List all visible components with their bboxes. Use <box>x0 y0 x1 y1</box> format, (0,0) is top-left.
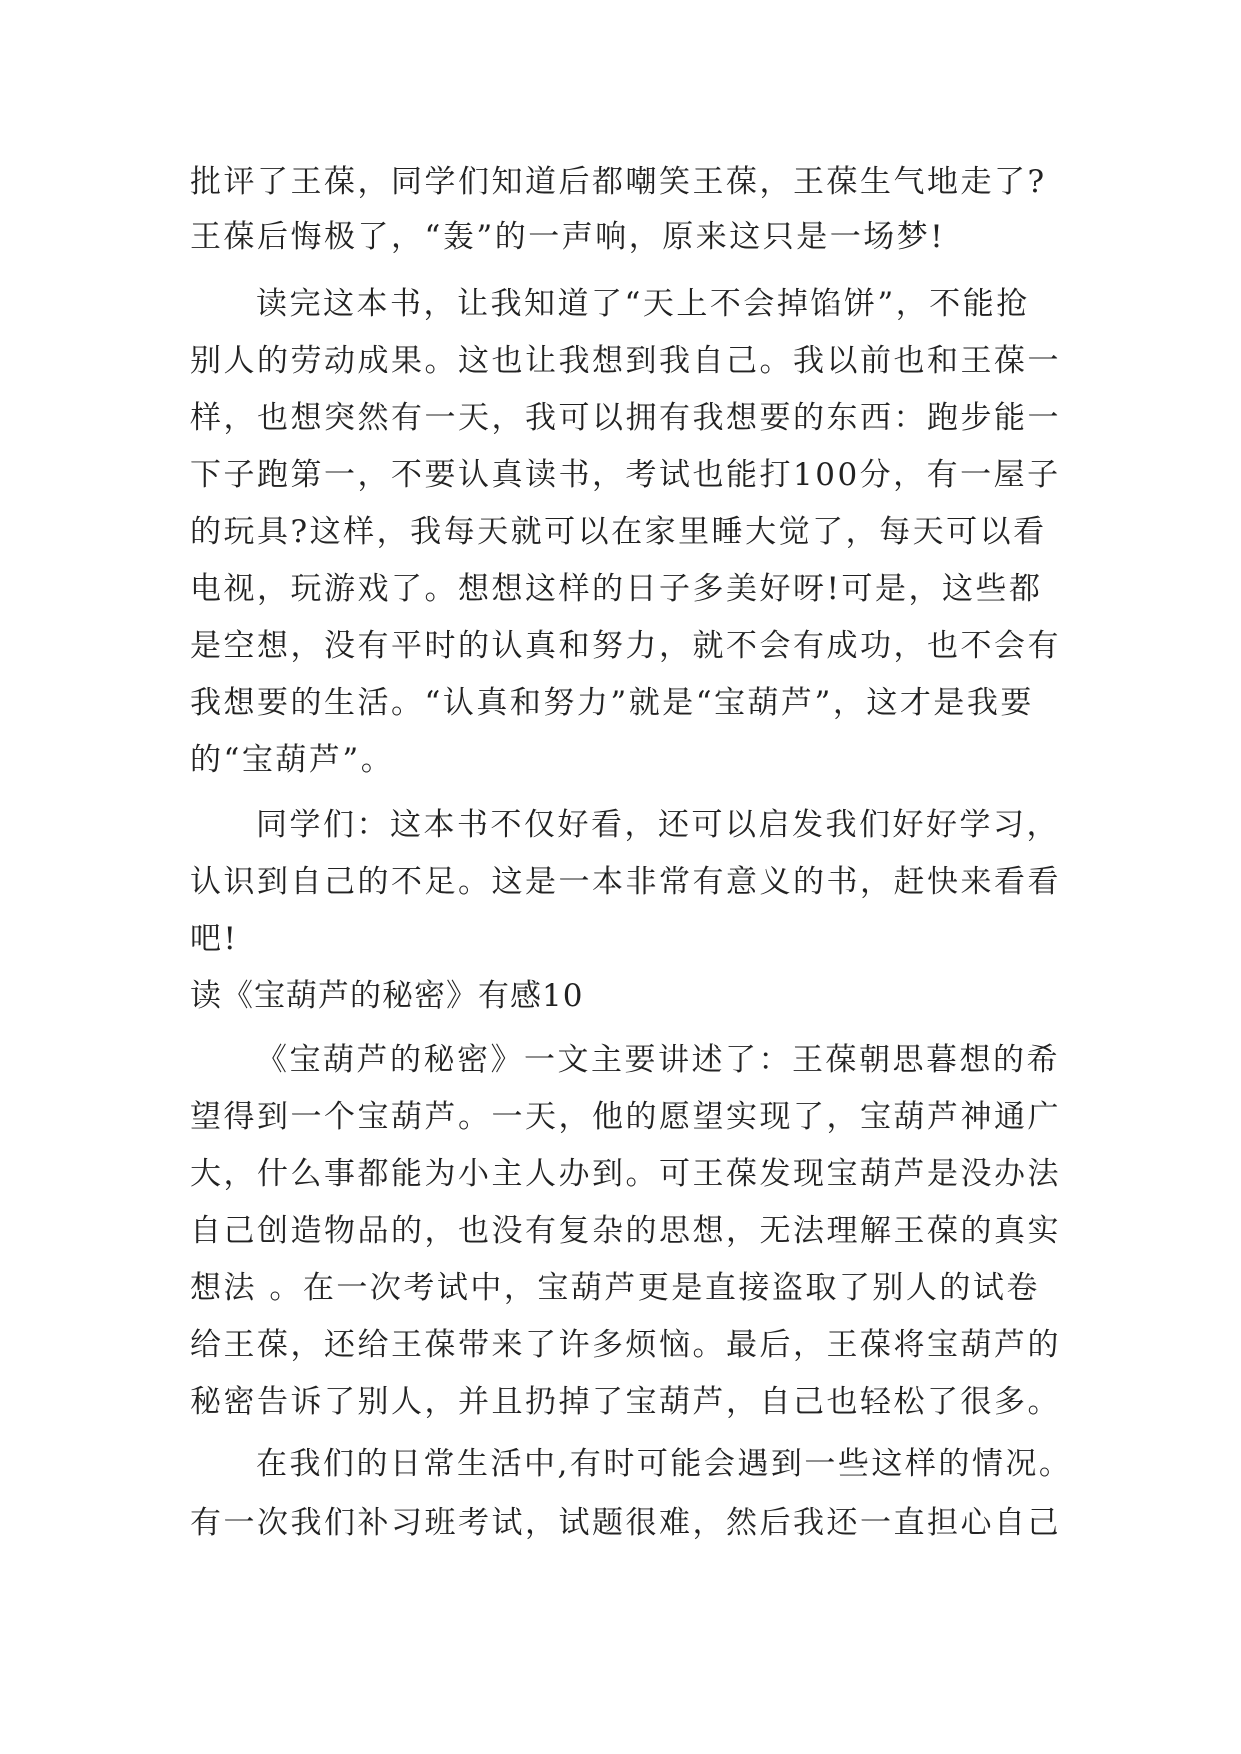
text-line: 有一次我们补习班考试，试题很难，然后我还一直担心自己 <box>190 1505 1061 1541</box>
text-line: 自己创造物品的，也没有复杂的思想，无法理解王葆的真实 <box>190 1213 1061 1249</box>
text-line: 给王葆，还给王葆带来了许多烦恼。最后，王葆将宝葫芦的 <box>190 1327 1061 1363</box>
text-line: 下子跑第一，不要认真读书，考试也能打100分，有一屋子 <box>190 457 1061 493</box>
text-line: 样，也想突然有一天，我可以拥有我想要的东西：跑步能一 <box>190 400 1061 436</box>
text-line: 电视，玩游戏了。想想这样的日子多美好呀!可是，这些都 <box>190 571 1043 607</box>
text-line: 的“宝葫芦”。 <box>190 742 395 778</box>
text-line: 吧! <box>190 921 239 957</box>
text-line: 我想要的生活。“认真和努力”就是“宝葫芦”，这才是我要 <box>190 685 1034 721</box>
text-line: 《宝葫芦的秘密》一文主要讲述了：王葆朝思暮想的希 <box>256 1042 1060 1078</box>
text-line: 读完这本书，让我知道了“天上不会掉馅饼”，不能抢 <box>256 286 1030 322</box>
text-line: 认识到自己的不足。这是一本非常有意义的书，赶快来看看 <box>190 864 1061 900</box>
text-line: 别人的劳动成果。这也让我想到我自己。我以前也和王葆一 <box>190 343 1061 379</box>
text-line: 在我们的日常生活中,有时可能会遇到一些这样的情况。 <box>256 1446 1073 1482</box>
text-line: 望得到一个宝葫芦。一天，他的愿望实现了，宝葫芦神通广 <box>190 1099 1061 1135</box>
text-line: 是空想，没有平时的认真和努力，就不会有成功，也不会有 <box>190 628 1061 664</box>
text-line: 的玩具?这样，我每天就可以在家里睡大觉了，每天可以看 <box>190 514 1047 550</box>
section-heading: 读《宝葫芦的秘密》有感10 <box>190 978 584 1014</box>
text-line: 王葆后悔极了，“轰”的一声响，原来这只是一场梦! <box>190 219 946 255</box>
text-line: 大，什么事都能为小主人办到。可王葆发现宝葫芦是没办法 <box>190 1156 1061 1192</box>
text-line: 批评了王葆，同学们知道后都嘲笑王葆，王葆生气地走了? <box>190 164 1047 200</box>
text-line: 想法 。在一次考试中，宝葫芦更是直接盗取了别人的试卷 <box>190 1270 1040 1306</box>
text-line: 同学们：这本书不仅好看，还可以启发我们好好学习， <box>256 807 1060 843</box>
text-line: 秘密告诉了别人，并且扔掉了宝葫芦，自己也轻松了很多。 <box>190 1384 1061 1420</box>
